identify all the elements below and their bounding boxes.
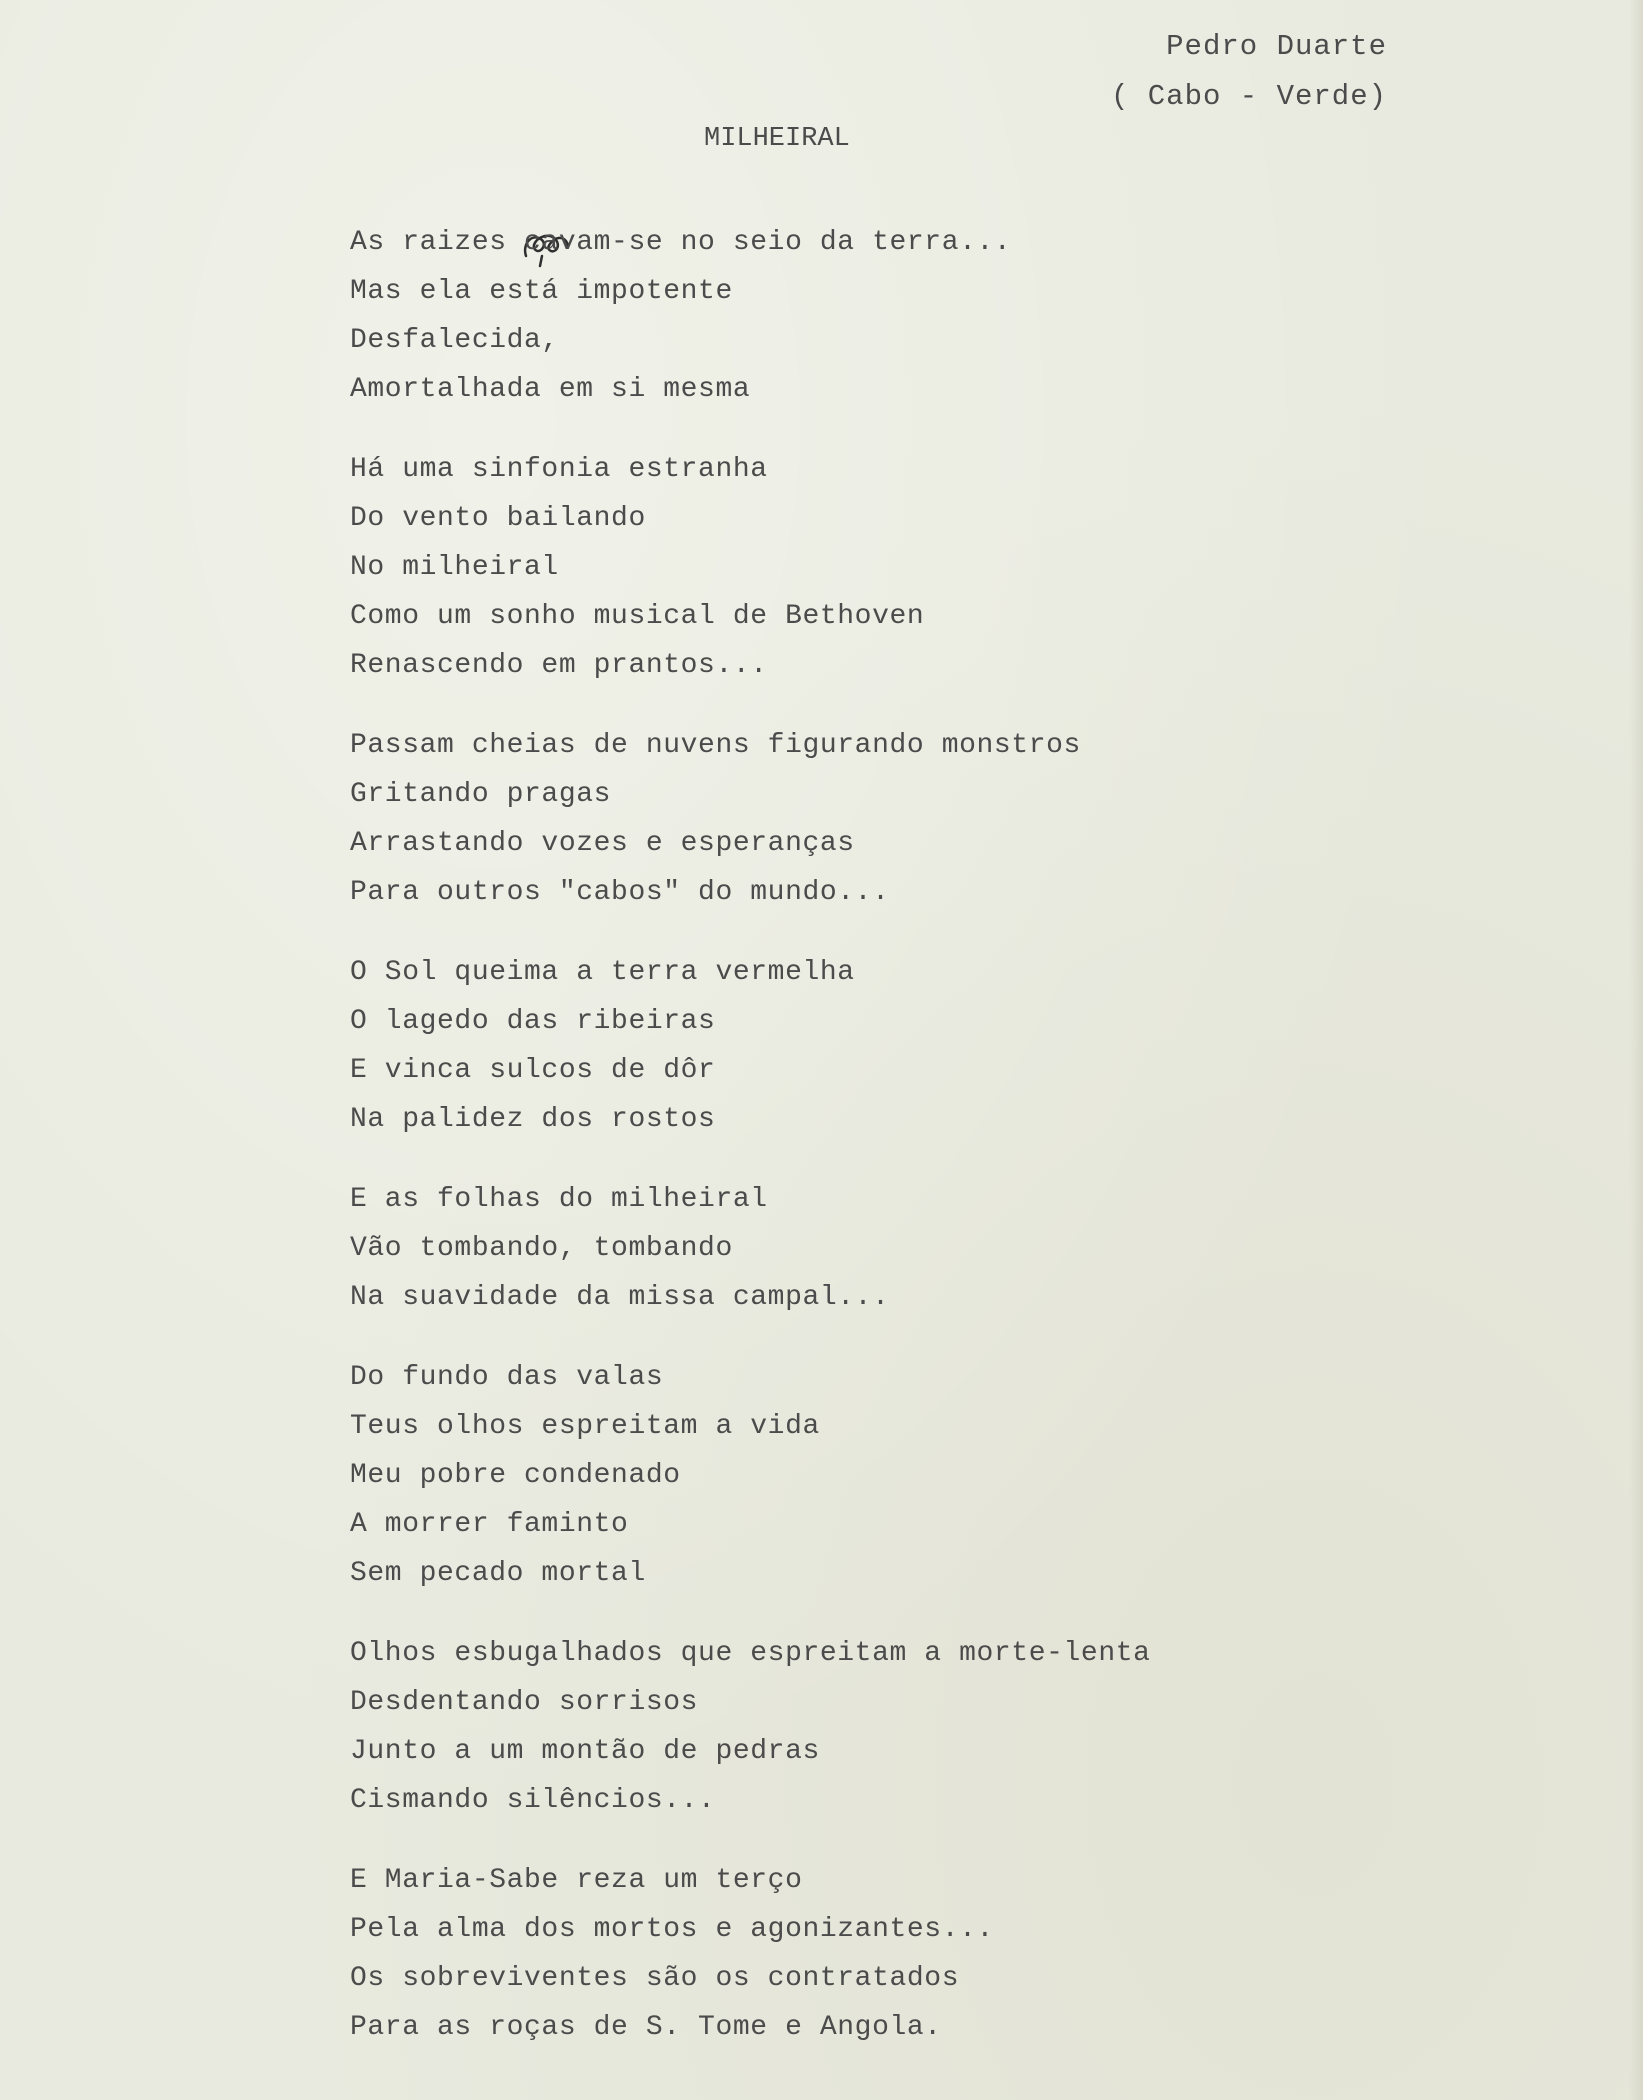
stanza	[350, 1856, 1350, 2052]
poem-line: O lagedo das ribeiras	[350, 1006, 716, 1037]
poem-line: As raizes cavam-se no seio da terra...	[350, 227, 1012, 258]
poem-line: Cismando silêncios...	[350, 1785, 716, 1816]
poem-line: Desfalecida,	[350, 325, 559, 356]
poem-line: Há uma sinfonia estranha	[350, 454, 768, 485]
poem-line: A morrer faminto	[350, 1509, 629, 1540]
poem-line: Desdentando sorrisos	[350, 1687, 699, 1718]
stanza	[350, 1353, 1350, 1598]
poem-line: Para as roças de S. Tome e Angola.	[350, 2012, 942, 2043]
poem-line: Meu pobre condenado	[350, 1460, 681, 1491]
poem-line: Na palidez dos rostos	[350, 1104, 716, 1135]
stanza	[350, 948, 1350, 1144]
poem-line: Vão tombando, tombando	[350, 1233, 733, 1264]
poem-line: Para outros "cabos" do mundo...	[350, 877, 890, 908]
poem-line: Amortalhada em si mesma	[350, 374, 751, 405]
poem-line: Os sobreviventes são os contratados	[350, 1963, 960, 1994]
poem-line: Como um sonho musical de Bethoven	[350, 601, 925, 632]
stanza	[350, 445, 1350, 690]
stanza	[350, 1629, 1350, 1825]
poem-line: E vinca sulcos de dôr	[350, 1055, 716, 1086]
poem-line: Do fundo das valas	[350, 1362, 664, 1393]
stanza	[350, 218, 1350, 414]
poem-line: Teus olhos espreitam a vida	[350, 1411, 820, 1442]
poem-line: Na suavidade da missa campal...	[350, 1282, 890, 1313]
poem-line: Mas ela está impotente	[350, 276, 733, 307]
poem-line: E Maria-Sabe reza um terço	[350, 1865, 803, 1896]
author-block	[1111, 22, 1387, 122]
poem-line: Renascendo em prantos...	[350, 650, 768, 681]
poem-line: Pela alma dos mortos e agonizantes...	[350, 1914, 994, 1945]
poem-line: Passam cheias de nuvens figurando monstros	[350, 730, 1081, 761]
poem-line: No milheiral	[350, 552, 559, 583]
poem-line: Arrastando vozes e esperanças	[350, 828, 855, 859]
stanza	[350, 721, 1350, 917]
author-name: Pedro Duarte	[1166, 30, 1387, 63]
poem-body	[350, 218, 1350, 2083]
poem-line: Do vento bailando	[350, 503, 646, 534]
author-origin: ( Cabo - Verde)	[1110, 80, 1387, 113]
poem-line: O Sol queima a terra vermelha	[350, 957, 855, 988]
stanza	[350, 1175, 1350, 1322]
poem-line: Junto a um montão de pedras	[350, 1736, 820, 1767]
poem-title: MILHEIRAL	[704, 124, 850, 154]
poem-line: Olhos esbugalhados que espreitam a morte-lenta	[350, 1638, 1151, 1669]
poem-line: Sem pecado mortal	[350, 1558, 646, 1589]
poem-line: E as folhas do milheiral	[350, 1184, 768, 1215]
paper-edge	[1629, 0, 1643, 2100]
poem-line: Gritando pragas	[350, 779, 612, 810]
